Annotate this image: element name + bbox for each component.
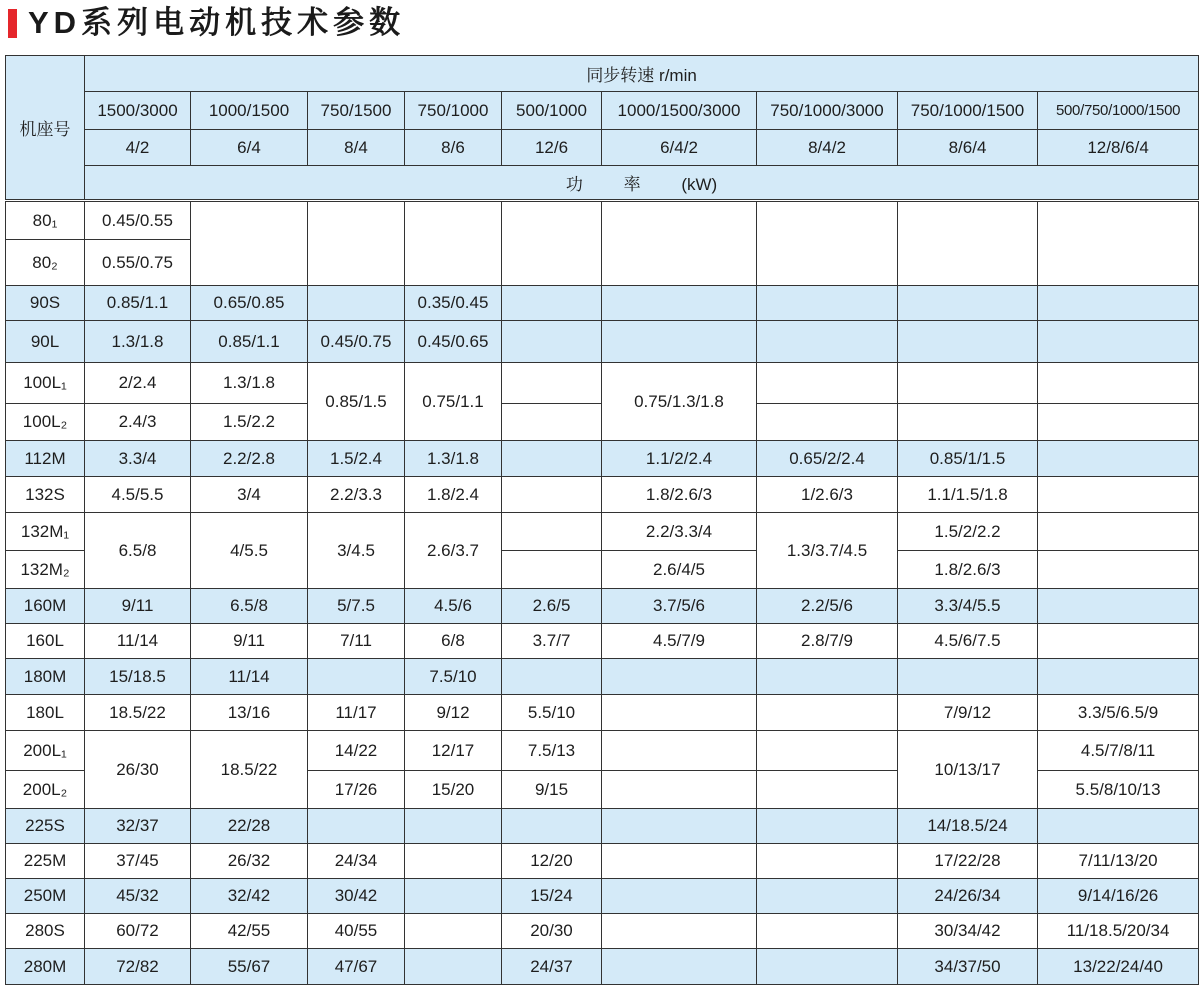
power-cell [757, 286, 898, 321]
frame-size-cell: 180M [6, 659, 85, 695]
frame-size-cell: 80₂ [6, 240, 85, 286]
power-cell: 11/18.5/20/34 [1038, 914, 1199, 949]
power-cell [502, 286, 602, 321]
table-row [6, 695, 1199, 731]
power-cell [757, 844, 898, 879]
table-row [6, 286, 1199, 321]
frame-size-cell: 200L₂ [6, 771, 85, 809]
frame-size-cell: 280S [6, 914, 85, 949]
power-cell: 15/18.5 [85, 659, 191, 695]
power-cell [1038, 659, 1199, 695]
power-cell [757, 771, 898, 809]
power-cell: 7/11/13/20 [1038, 844, 1199, 879]
frame-size-cell: 180L [6, 695, 85, 731]
power-cell: 11/17 [308, 695, 405, 731]
power-cell [898, 659, 1038, 695]
power-cell: 7.5/13 [502, 731, 602, 771]
table-row [6, 949, 1199, 985]
power-cell: 2.2/3.3/4 [602, 513, 757, 551]
frame-size-cell: 90L [6, 321, 85, 363]
power-cell [1038, 286, 1199, 321]
power-cell: 17/26 [308, 771, 405, 809]
speed-header-cell: 750/1000/3000 [757, 92, 898, 130]
frame-size-cell: 250M [6, 879, 85, 914]
speed-header-cell: 1500/3000 [85, 92, 191, 130]
power-cell [502, 513, 602, 551]
power-cell [602, 321, 757, 363]
power-cell [757, 809, 898, 844]
power-cell: 0.55/0.75 [85, 240, 191, 286]
power-cell: 0.35/0.45 [405, 286, 502, 321]
speed-header-cell: 750/1000/1500 [898, 92, 1038, 130]
power-cell: 1.1/1.5/1.8 [898, 477, 1038, 513]
power-cell [1038, 477, 1199, 513]
table-row [6, 321, 1199, 363]
pole-header-cell: 6/4/2 [602, 130, 757, 166]
power-cell [502, 551, 602, 589]
table-row [6, 809, 1199, 844]
power-cell [757, 201, 898, 286]
power-cell: 34/37/50 [898, 949, 1038, 985]
power-cell: 1.1/2/2.4 [602, 441, 757, 477]
power-cell [502, 321, 602, 363]
power-cell: 14/22 [308, 731, 405, 771]
power-cell: 0.85/1.1 [85, 286, 191, 321]
power-cell: 0.45/0.75 [308, 321, 405, 363]
power-cell [405, 879, 502, 914]
power-cell: 2.4/3 [85, 404, 191, 441]
table-row [6, 659, 1199, 695]
power-cell [1038, 551, 1199, 589]
power-cell [405, 949, 502, 985]
power-cell [757, 731, 898, 771]
power-cell: 2.2/2.8 [191, 441, 308, 477]
power-cell [602, 201, 757, 286]
power-cell [757, 695, 898, 731]
power-cell: 0.45/0.65 [405, 321, 502, 363]
power-cell: 2.6/4/5 [602, 551, 757, 589]
power-cell: 17/22/28 [898, 844, 1038, 879]
power-cell [602, 914, 757, 949]
power-cell: 4.5/7/9 [602, 624, 757, 659]
power-cell: 2/2.4 [85, 363, 191, 404]
power-cell: 40/55 [308, 914, 405, 949]
pole-header-cell: 8/6 [405, 130, 502, 166]
power-cell: 30/42 [308, 879, 405, 914]
power-cell: 9/14/16/26 [1038, 879, 1199, 914]
speed-header-cell: 1000/1500 [191, 92, 308, 130]
power-cell: 13/22/24/40 [1038, 949, 1199, 985]
power-cell [502, 363, 602, 404]
power-cell [405, 844, 502, 879]
frame-size-cell: 225S [6, 809, 85, 844]
power-cell: 0.85/1/1.5 [898, 441, 1038, 477]
power-cell [602, 879, 757, 914]
power-cell [191, 201, 308, 286]
power-cell [1038, 809, 1199, 844]
power-cell: 7/11 [308, 624, 405, 659]
power-cell [757, 949, 898, 985]
power-cell: 3.7/7 [502, 624, 602, 659]
power-cell [757, 659, 898, 695]
power-cell: 6.5/8 [191, 589, 308, 624]
table-row [6, 201, 1199, 240]
power-cell: 32/37 [85, 809, 191, 844]
frame-size-cell: 132M₂ [6, 551, 85, 589]
table-row [6, 363, 1199, 404]
power-cell: 0.75/1.1 [405, 363, 502, 441]
power-header: 功 率 (kW) [85, 166, 1199, 201]
power-cell [757, 879, 898, 914]
frame-size-cell: 160M [6, 589, 85, 624]
power-cell [502, 659, 602, 695]
frame-size-header: 机座号 [6, 56, 85, 201]
power-cell [757, 404, 898, 441]
frame-size-cell: 80₁ [6, 201, 85, 240]
power-cell: 3.3/4/5.5 [898, 589, 1038, 624]
power-cell [602, 809, 757, 844]
header-row-poles [6, 130, 1199, 166]
pole-header-cell: 8/4/2 [757, 130, 898, 166]
power-cell: 9/11 [191, 624, 308, 659]
power-cell: 4.5/6/7.5 [898, 624, 1038, 659]
power-cell: 2.2/3.3 [308, 477, 405, 513]
power-cell [308, 201, 405, 286]
power-cell: 12/20 [502, 844, 602, 879]
power-cell [502, 201, 602, 286]
power-cell: 72/82 [85, 949, 191, 985]
power-cell [898, 286, 1038, 321]
power-cell: 0.85/1.1 [191, 321, 308, 363]
table-row [6, 441, 1199, 477]
power-cell: 15/24 [502, 879, 602, 914]
speed-header-cell: 750/1000 [405, 92, 502, 130]
power-cell: 0.75/1.3/1.8 [602, 363, 757, 441]
power-cell [1038, 624, 1199, 659]
power-cell: 37/45 [85, 844, 191, 879]
power-cell: 18.5/22 [85, 695, 191, 731]
table-row [6, 624, 1199, 659]
power-cell: 1.8/2.4 [405, 477, 502, 513]
power-cell [602, 286, 757, 321]
power-cell: 0.65/2/2.4 [757, 441, 898, 477]
power-cell [308, 286, 405, 321]
power-cell: 4.5/6 [405, 589, 502, 624]
power-cell: 10/13/17 [898, 731, 1038, 809]
table-row [6, 731, 1199, 771]
frame-size-cell: 100L₁ [6, 363, 85, 404]
power-cell: 2.8/7/9 [757, 624, 898, 659]
power-cell: 18.5/22 [191, 731, 308, 809]
power-cell: 55/67 [191, 949, 308, 985]
power-cell [1038, 363, 1199, 404]
frame-size-cell: 100L₂ [6, 404, 85, 441]
power-cell: 3.7/5/6 [602, 589, 757, 624]
power-cell: 15/20 [405, 771, 502, 809]
header-row-sync-speed [6, 56, 1199, 92]
power-cell: 4.5/5.5 [85, 477, 191, 513]
power-cell: 2.2/5/6 [757, 589, 898, 624]
sync-speed-header: 同步转速 r/min [85, 56, 1199, 92]
frame-size-cell: 112M [6, 441, 85, 477]
power-cell [602, 659, 757, 695]
power-cell: 1.8/2.6/3 [602, 477, 757, 513]
power-cell: 11/14 [85, 624, 191, 659]
power-cell: 1.8/2.6/3 [898, 551, 1038, 589]
power-cell: 5/7.5 [308, 589, 405, 624]
title-accent-bar [8, 9, 17, 38]
power-cell [1038, 441, 1199, 477]
power-cell: 47/67 [308, 949, 405, 985]
power-cell: 24/34 [308, 844, 405, 879]
power-cell [602, 695, 757, 731]
frame-size-cell: 90S [6, 286, 85, 321]
pole-header-cell: 4/2 [85, 130, 191, 166]
power-cell: 24/26/34 [898, 879, 1038, 914]
power-cell: 60/72 [85, 914, 191, 949]
speed-header-cell: 1000/1500/3000 [602, 92, 757, 130]
power-cell: 3.3/5/6.5/9 [1038, 695, 1199, 731]
power-cell: 2.6/3.7 [405, 513, 502, 589]
power-cell [1038, 321, 1199, 363]
power-cell [757, 363, 898, 404]
power-cell [602, 731, 757, 771]
power-cell [1038, 201, 1199, 286]
power-cell: 3/4.5 [308, 513, 405, 589]
power-cell [1038, 589, 1199, 624]
power-cell: 6/8 [405, 624, 502, 659]
power-cell: 24/37 [502, 949, 602, 985]
power-cell [757, 321, 898, 363]
power-cell: 12/17 [405, 731, 502, 771]
power-cell: 1.5/2/2.2 [898, 513, 1038, 551]
power-cell: 32/42 [191, 879, 308, 914]
power-cell: 7/9/12 [898, 695, 1038, 731]
power-cell: 6.5/8 [85, 513, 191, 589]
power-cell: 11/14 [191, 659, 308, 695]
power-cell [308, 659, 405, 695]
power-cell: 45/32 [85, 879, 191, 914]
header-row-power [6, 166, 1199, 201]
power-cell: 2.6/5 [502, 589, 602, 624]
power-cell [1038, 513, 1199, 551]
frame-size-cell: 132M₁ [6, 513, 85, 551]
table-row [6, 589, 1199, 624]
power-cell: 1.5/2.4 [308, 441, 405, 477]
speed-header-cell: 500/1000 [502, 92, 602, 130]
power-cell: 20/30 [502, 914, 602, 949]
power-cell: 9/15 [502, 771, 602, 809]
power-cell [602, 771, 757, 809]
power-cell: 1.3/1.8 [191, 363, 308, 404]
pole-header-cell: 6/4 [191, 130, 308, 166]
frame-size-cell: 160L [6, 624, 85, 659]
spec-table [5, 55, 1199, 985]
power-cell: 5.5/10 [502, 695, 602, 731]
power-cell: 22/28 [191, 809, 308, 844]
pole-header-cell: 12/8/6/4 [1038, 130, 1199, 166]
power-cell: 9/12 [405, 695, 502, 731]
power-cell [602, 949, 757, 985]
power-cell: 42/55 [191, 914, 308, 949]
frame-size-cell: 200L₁ [6, 731, 85, 771]
power-cell [502, 477, 602, 513]
power-cell: 9/11 [85, 589, 191, 624]
power-cell: 4/5.5 [191, 513, 308, 589]
power-cell [502, 441, 602, 477]
power-cell [898, 321, 1038, 363]
power-cell [757, 914, 898, 949]
power-cell: 14/18.5/24 [898, 809, 1038, 844]
table-row [6, 844, 1199, 879]
power-cell [405, 201, 502, 286]
table-row [6, 914, 1199, 949]
page-title: YD系列电动机技术参数 [28, 5, 406, 40]
power-cell: 26/30 [85, 731, 191, 809]
frame-size-cell: 280M [6, 949, 85, 985]
power-cell [602, 844, 757, 879]
table-row [6, 879, 1199, 914]
power-cell [898, 404, 1038, 441]
power-cell: 13/16 [191, 695, 308, 731]
power-cell: 5.5/8/10/13 [1038, 771, 1199, 809]
speed-header-cell: 750/1500 [308, 92, 405, 130]
power-cell [898, 201, 1038, 286]
power-cell: 3.3/4 [85, 441, 191, 477]
power-cell [502, 404, 602, 441]
power-cell: 0.65/0.85 [191, 286, 308, 321]
power-cell: 3/4 [191, 477, 308, 513]
power-cell: 1.3/1.8 [85, 321, 191, 363]
power-cell [1038, 404, 1199, 441]
power-cell: 4.5/7/8/11 [1038, 731, 1199, 771]
power-cell: 26/32 [191, 844, 308, 879]
power-cell: 1/2.6/3 [757, 477, 898, 513]
power-cell [502, 809, 602, 844]
table-row [6, 477, 1199, 513]
power-cell [898, 363, 1038, 404]
pole-header-cell: 8/6/4 [898, 130, 1038, 166]
header-row-speeds [6, 92, 1199, 130]
pole-header-cell: 8/4 [308, 130, 405, 166]
title-block [8, 5, 405, 41]
power-cell: 0.45/0.55 [85, 201, 191, 240]
power-cell [308, 809, 405, 844]
frame-size-cell: 132S [6, 477, 85, 513]
power-cell [405, 914, 502, 949]
speed-header-cell: 500/750/1000/1500 [1038, 92, 1199, 130]
power-cell: 1.3/3.7/4.5 [757, 513, 898, 589]
power-cell: 1.5/2.2 [191, 404, 308, 441]
power-cell: 30/34/42 [898, 914, 1038, 949]
table-row [6, 513, 1199, 551]
power-cell: 7.5/10 [405, 659, 502, 695]
power-cell [405, 809, 502, 844]
pole-header-cell: 12/6 [502, 130, 602, 166]
frame-size-cell: 225M [6, 844, 85, 879]
power-cell: 1.3/1.8 [405, 441, 502, 477]
power-cell: 0.85/1.5 [308, 363, 405, 441]
